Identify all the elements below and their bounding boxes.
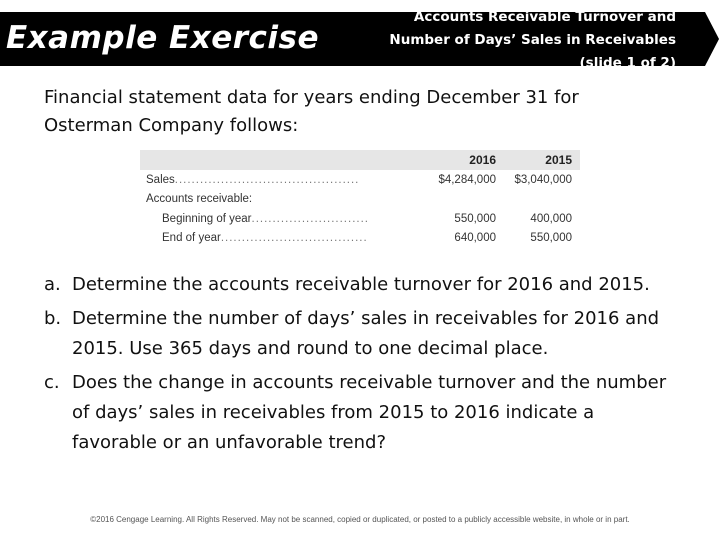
- row-label-text: Sales: [146, 173, 175, 186]
- row-value-2015: 400,000: [530, 212, 572, 225]
- question-item: [44, 270, 684, 300]
- row-label: [140, 229, 428, 249]
- row-value-2015: 550,000: [530, 232, 572, 245]
- slide-subtitle: [389, 6, 676, 75]
- question-text: Determine the number of days’ sales in receivables for 2016 and 2015. Use 365 days and round to one decimal place.: [72, 308, 660, 359]
- question-letter: c.: [44, 372, 60, 393]
- question-item: [44, 304, 684, 364]
- row-label: [140, 170, 428, 190]
- question-item: [44, 368, 684, 458]
- table-row: [140, 229, 580, 249]
- question-letter: a.: [44, 274, 61, 295]
- row-label-text: Accounts receivable:: [146, 193, 253, 206]
- table-row: [140, 170, 580, 190]
- leader-dots: ............................................: [174, 173, 360, 186]
- subtitle-line-2: Number of Days’ Sales in Receivables: [389, 32, 676, 48]
- leader-dots: ............................: [251, 212, 369, 225]
- row-label-text: End of year: [162, 232, 221, 245]
- intro-text: Financial statement data for years ending December 31 for Osterman Company follows:: [44, 87, 579, 136]
- subtitle-line-1: Accounts Receivable Turnover and: [413, 9, 676, 25]
- row-label-text: Beginning of year: [162, 212, 252, 225]
- table-header-label: [140, 150, 428, 170]
- question-list: [44, 270, 684, 462]
- question-letter: b.: [44, 308, 62, 329]
- row-value-2016: $4,284,000: [438, 173, 496, 186]
- row-label: [140, 190, 428, 210]
- leader-dots: ...................................: [220, 232, 368, 245]
- row-value-2015: $3,040,000: [514, 173, 572, 186]
- financial-data-table: [140, 150, 580, 248]
- table-header-2016: 2016: [428, 150, 504, 170]
- row-value-2016: 640,000: [454, 232, 496, 245]
- question-text: Determine the accounts receivable turnover for 2016 and 2015.: [72, 274, 650, 295]
- subtitle-line-3: (slide 1 of 2): [579, 55, 676, 71]
- row-label: [140, 209, 428, 229]
- row-value-2015: [504, 190, 580, 210]
- question-text: Does the change in accounts receivable turnover and the number of days’ sales in receivables from 2015 to 2016 indicate a favorable or an unfavorable trend?: [72, 372, 667, 453]
- slide-title: Example Exercise: [6, 20, 319, 56]
- table-header-2015: 2015: [504, 150, 580, 170]
- row-value-2016: [428, 190, 504, 210]
- header-arrow-shape: [705, 12, 719, 66]
- table-row: [140, 209, 580, 229]
- row-value-2016: 550,000: [454, 212, 496, 225]
- table-row: [140, 190, 580, 210]
- table-header-row: [140, 150, 580, 170]
- copyright-footer: ©2016 Cengage Learning. All Rights Reserved. May not be scanned, copied or duplicated, or posted to a publicly accessible website, in whole or in part.: [90, 515, 630, 524]
